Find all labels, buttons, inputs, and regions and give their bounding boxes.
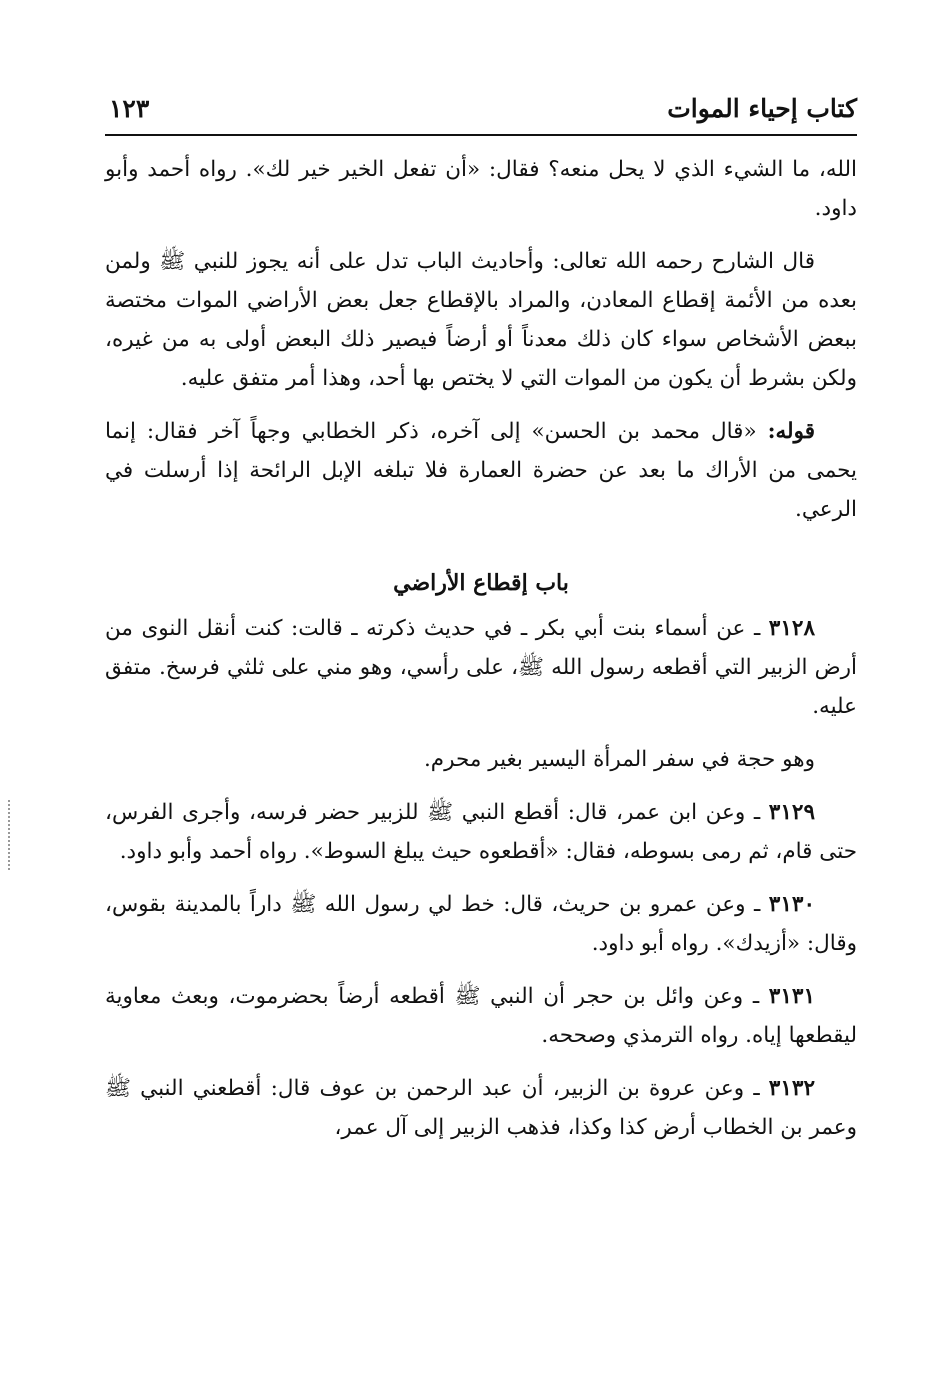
- page-body: [105, 150, 857, 1161]
- section-heading: باب إقطاع الأراضي: [393, 570, 569, 596]
- hadith-3130: [105, 885, 857, 963]
- document-page: [105, 0, 857, 1390]
- qawluhu-text: «قال محمد بن الحسن» إلى آخره، ذكر الخطابي وجهاً آخر فقال: إنما يحمى من الأراك ما بعد عن حضرة العمارة فلا تبلغه الإبل الرائحة إذا أرسلت في الرعي.: [105, 419, 857, 522]
- hadith-3132: [105, 1069, 857, 1147]
- paragraph-commentary: قال الشارح رحمه الله تعالى: وأحاديث الباب تدل على أنه يجوز للنبي ﷺ ولمن بعده من الأئمة إقطاع المعادن، والمراد بالإقطاع جعل بعض الأراضي الموات مختصة ببعض الأشخاص سواء كان ذلك معدناً أو أرضاً فيصير ذلك البعض أولى به من غيره، ولكن بشرط أن يكون من الموات التي لا يختص بها أحد، وهذا أمر متفق عليه.: [105, 249, 857, 391]
- hadith-text: ـ وعن وائل بن حجر أن النبي ﷺ أقطعه أرضاً بحضرموت، وبعث معاوية ليقطعها إياه. رواه الترمذي وصححه.: [105, 984, 857, 1048]
- hadith-number: ٣١٢٩: [768, 800, 815, 825]
- hadith-number: ٣١٢٨: [768, 616, 815, 641]
- hadith-note: [105, 740, 857, 779]
- hadith-number: ٣١٣٠: [768, 892, 815, 917]
- hadith-3131: [105, 977, 857, 1055]
- hadith-text: ـ عن أسماء بنت أبي بكر ـ في حديث ذكرته ـ قالت: كنت أنقل النوى من أرض الزبير التي أقطعه رسول الله ﷺ، على رأسي، وهو مني على ثلثي فرسخ. متفق عليه.: [105, 616, 857, 719]
- hadith-text: ـ وعن عروة بن الزبير، أن عبد الرحمن بن عوف قال: أقطعني النبي ﷺ وعمر بن الخطاب أرض كذا وكذا، فذهب الزبير إلى آل عمر،: [105, 1076, 857, 1140]
- hadith-text: ـ وعن عمرو بن حريث، قال: خط لي رسول الله ﷺ داراً بالمدينة بقوس، وقال: «أزيدك». رواه أبو داود.: [105, 892, 857, 956]
- paragraph-continuation: الله، ما الشيء الذي لا يحل منعه؟ فقال: «أن تفعل الخير خير لك». رواه أحمد وأبو داود.: [105, 157, 857, 221]
- chapter-title: كتاب إحياء الموات: [667, 94, 857, 123]
- hadith-text: ـ وعن ابن عمر، قال: أقطع النبي ﷺ للزبير حضر فرسه، وأجرى الفرس، حتى قام، ثم رمى بسوطه، فقال: «أقطعوه حيث يبلغ السوط». رواه أحمد وأبو داود.: [105, 800, 857, 864]
- hadith-3128: [105, 609, 857, 726]
- hadith-number: ٣١٣٢: [768, 1076, 815, 1101]
- hadith-3129: [105, 793, 857, 871]
- paragraph-qawluhu: [105, 412, 857, 529]
- margin-mark: [8, 800, 12, 870]
- hadith-number: ٣١٣١: [768, 984, 815, 1009]
- hadith-note-text: وهو حجة في سفر المرأة اليسير بغير محرم.: [423, 747, 815, 772]
- page-number: ١٢٣: [109, 94, 150, 123]
- page-header: [105, 90, 857, 136]
- qawluhu-label: قوله:: [767, 419, 815, 444]
